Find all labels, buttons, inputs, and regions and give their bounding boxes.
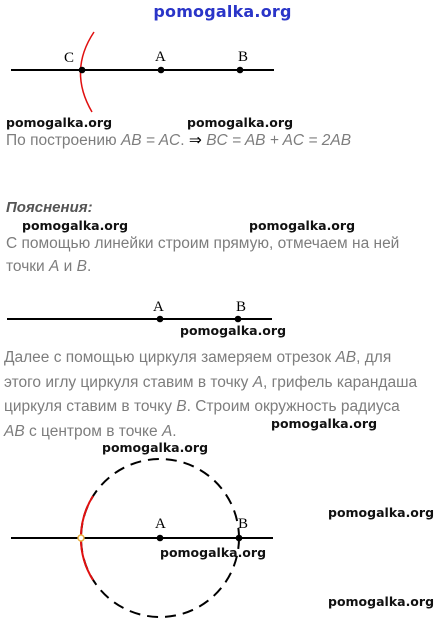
paragraph-1-line-2: точки A и B.: [6, 258, 92, 275]
label-b: B: [236, 299, 247, 315]
explanations-heading: Пояснения:: [6, 199, 93, 216]
label-c: C: [64, 50, 75, 66]
point-c: [79, 67, 86, 74]
paragraph-2-line-2: этого иглу циркуля ставим в точку A, грифель карандаша: [4, 373, 418, 391]
point-b: [237, 67, 244, 74]
label-a: A: [153, 299, 164, 315]
label-a: A: [155, 516, 166, 532]
watermark: pomogalka.org: [180, 323, 287, 338]
paragraph-1-line-1: С помощью линейки строим прямую, отмечаем на ней: [6, 235, 400, 252]
watermark: pomogalka.org: [187, 115, 294, 130]
paragraph-2-line-1: Далее с помощью циркуля замеряем отрезок AB, для: [4, 349, 392, 366]
watermark: pomogalka.org: [328, 594, 435, 609]
point-c: [78, 535, 84, 541]
site-title[interactable]: pomogalka.org: [153, 2, 292, 21]
watermark: pomogalka.org: [328, 505, 435, 520]
conclusion-text: По построению AB = AC. ⇒ BC = AB + AC = 2AB: [6, 132, 352, 149]
point-b: [236, 535, 243, 542]
paragraph-1: [6, 232, 399, 278]
watermark: pomogalka.org: [102, 440, 209, 455]
label-b: B: [238, 49, 249, 65]
label-b: B: [238, 516, 249, 532]
watermark: pomogalka.org: [22, 218, 129, 233]
watermark: pomogalka.org: [160, 545, 267, 560]
point-a: [157, 316, 164, 323]
watermark: pomogalka.org: [249, 218, 356, 233]
figure-1-construction: [0, 28, 445, 114]
paragraph-2-line-3: циркуля ставим в точку B. Строим окружность радиуса: [4, 398, 400, 415]
watermark: pomogalka.org: [271, 416, 378, 431]
watermark: pomogalka.org: [6, 115, 113, 130]
point-a: [157, 535, 164, 542]
label-a: A: [155, 49, 166, 65]
paragraph-2-line-4: AB с центром в точке A.: [4, 422, 177, 440]
point-a: [158, 67, 165, 74]
point-b: [235, 316, 242, 323]
